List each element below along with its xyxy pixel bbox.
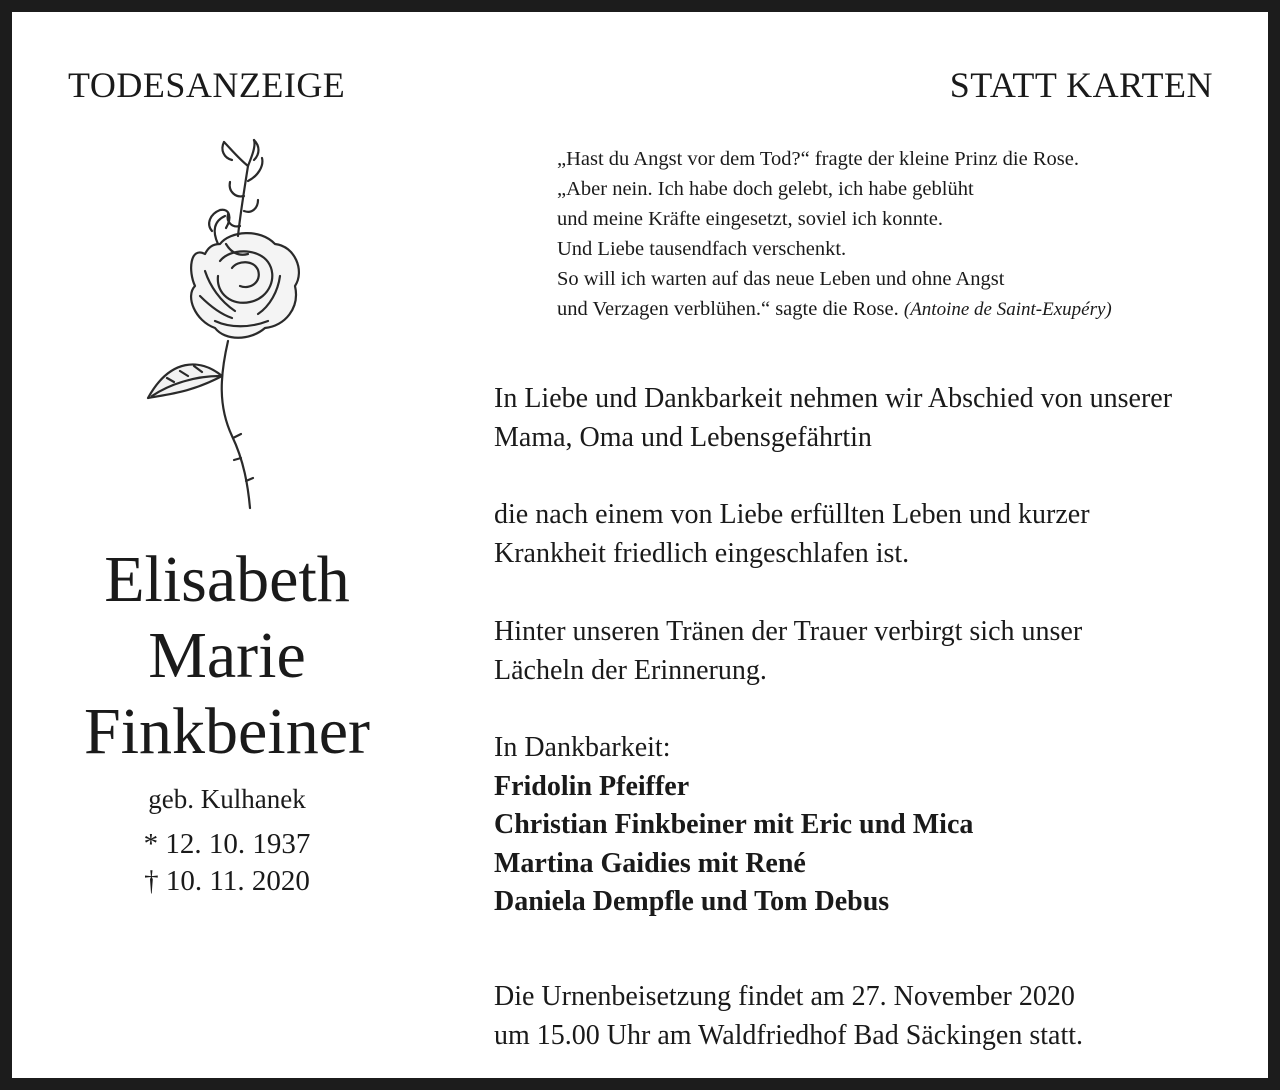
deceased-name bbox=[42, 542, 412, 770]
remembrance-line: Lächeln der Erinnerung. bbox=[494, 654, 767, 686]
quote-line: „Aber nein. Ich habe doch gelebt, ich habe geblüht bbox=[557, 178, 974, 200]
passing-line: die nach einem von Liebe erfüllten Leben und kurzer bbox=[494, 499, 1090, 530]
remembrance-paragraph bbox=[494, 613, 1082, 690]
mourner-name: Daniela Dempfle und Tom Debus bbox=[494, 886, 890, 917]
passing-paragraph bbox=[494, 496, 1090, 573]
thanks-label: In Dankbarkeit: bbox=[494, 732, 671, 763]
intro-paragraph bbox=[494, 380, 1172, 457]
header-left-title: TODESANZEIGE bbox=[68, 65, 346, 105]
burial-line: Die Urnenbeisetzung findet am 27. November 2020 bbox=[494, 981, 1075, 1012]
death-date: † 10. 11. 2020 bbox=[144, 865, 310, 897]
name-line: Marie bbox=[148, 619, 306, 692]
quote-line: Und Liebe tausendfach verschenkt. bbox=[557, 238, 847, 260]
header-right-title: STATT KARTEN bbox=[949, 65, 1213, 105]
intro-line: In Liebe und Dankbarkeit nehmen wir Abschied von unserer bbox=[494, 383, 1173, 414]
quote-line: und Verzagen verblühen.“ sagte die Rose. bbox=[557, 298, 899, 320]
mourners-block bbox=[494, 729, 973, 922]
passing-line: Krankheit friedlich eingeschlafen ist. bbox=[494, 537, 910, 569]
quote-line: und meine Kräfte eingesetzt, soviel ich konnte. bbox=[557, 208, 943, 230]
burial-paragraph bbox=[494, 978, 1083, 1055]
quote-line: So will ich warten auf das neue Leben und ohne Angst bbox=[557, 268, 1005, 290]
name-line: Finkbeiner bbox=[84, 695, 370, 768]
name-line: Elisabeth bbox=[104, 543, 350, 616]
rose-icon bbox=[140, 136, 320, 511]
mourner-name: Christian Finkbeiner mit Eric und Mica bbox=[494, 809, 974, 840]
quote-line: „Hast du Angst vor dem Tod?“ fragte der kleine Prinz die Rose. bbox=[557, 148, 1079, 170]
burial-line: um 15.00 Uhr am Waldfriedhof Bad Säckingen statt. bbox=[494, 1019, 1083, 1051]
remembrance-line: Hinter unseren Tränen der Trauer verbirgt sich unser bbox=[494, 616, 1083, 647]
mourner-name: Fridolin Pfeiffer bbox=[494, 770, 690, 802]
birth-date: * 12. 10. 1937 bbox=[143, 828, 311, 860]
quote-last-line bbox=[557, 294, 1112, 325]
maiden-name: geb. Kulhanek bbox=[148, 784, 306, 814]
quote-author: (Antoine de Saint-Exupéry) bbox=[903, 299, 1112, 320]
mourner-name: Martina Gaidies mit René bbox=[494, 847, 806, 879]
intro-line: Mama, Oma und Lebensgefährtin bbox=[494, 421, 872, 453]
quote-block bbox=[557, 144, 1112, 325]
